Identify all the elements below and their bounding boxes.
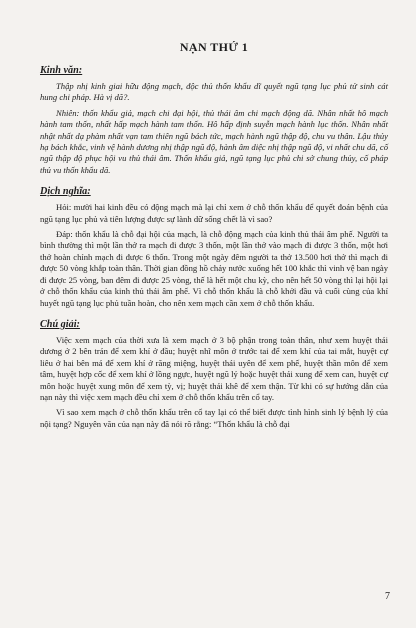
heading-dich-nghia: Dịch nghĩa: [40,186,91,198]
kinh-van-paragraph-1: Thập nhị kinh giai hữu động mạch, độc thủ thốn khẩu dĩ quyết ngũ tạng lục phủ tử sinh cát hung chi pháp. Hà vị dã?. [40,81,388,103]
heading-chu-giai: Chú giải: [40,318,80,330]
heading-kinh-van: Kinh văn: [40,65,83,76]
kinh-van-paragraph-2: Nhiên: thốn khẩu giả, mạch chi đại hội, thủ thái âm chi mạch động dã. Nhân nhất hô mạch hành tam thốn, nhất hấp mạch hành tam thốn. Hô hấp định suyễn mạch hành lục thốn. Nhân nhất nhật nhất dạ phàm nhất vạn tam thiên ngũ bách tức, mạch hành ngũ thập độ, chu vu thân. Lậu thủy hạ bách khắc, vinh vệ hành dương nhị thập ngũ độ, hành âm diệc nhị thập ngũ độ, vi nhất chu dã, cố ngũ thập độ phục hội vu thủ thái âm. Thốn khẩu giả, ngũ tạng lục phủ chi sở chung thủy, cố pháp thủ vu thốn khẩu dã. [40,107,388,175]
page-number: 7 [385,591,390,602]
chu-giai-paragraph-1: Việc xem mạch của thời xưa là xem mạch ở 3 bộ phận trong toàn thân, như xem huyệt thái dương ở 2 bên trán để xem khí ở đầu; huyệt nhĩ môn ở trước tai để xem khí của tai mắt, huyệt cự liêu ở hai bên má để xem khí ở răng miệng, huyệt thái uyên để xem phế, huyệt thần môn để xem tâm, huyệt hợp cốc để xem khí ở lồng ngực, huyệt ngũ lý hoặc huyệt thái xung để xem can, huyệt cự môn hoặc huyệt xung môn để xem tỳ, vị; huyệt thái khê để xem thận. Từ khi có sự hướng dẫn của nạn này thì việc xem mạch đều chỉ xem ở chỗ thốn khẩu trên cổ tay. [40,334,388,402]
dich-nghia-paragraph-1: Hỏi: mười hai kinh đều có động mạch mà lại chỉ xem ở chỗ thốn khẩu để quyết đoán bệnh của ngũ tạng lục phủ và tiên lượng được sự lành dữ sống chết là vì sao? [40,202,388,224]
chu-giai-paragraph-2: Vì sao xem mạch ở chỗ thốn khẩu trên cổ tay lại có thể biết được tình hình sinh lý bệnh lý của nội tạng? Nguyên văn của nạn này đã nói rõ rằng: “Thốn khẩu là chỗ đại [40,407,388,429]
dich-nghia-paragraph-2: Đáp: thốn khẩu là chỗ đại hội của mạch, là chỗ động mạch của kinh thủ thái âm phế. Người ta bình thường thì một lần thở ra mạch đi được 3 thốn, một lần thở vào mạch đi được 3 thốn, một hơi thở hoàn chỉnh mạch đi được 6 thốn. Trong một ngày đêm người ta thở 13.500 hơi thở thì mạch đi được 50 vòng khắp toàn thân. Thời gian đồng hồ chảy nước xuống hết 100 khắc thì vinh vệ ban ngày đi được 25 vòng, ban đêm đi được 25 vòng, thế là hết một chu kỳ, cho nên hết 50 vòng thì lại hội lại ở chỗ thốn khẩu của kinh thủ thái âm phế. Vì chỗ thốn khẩu là chỗ khởi đầu và cuối cùng của khí huyết ngũ tạng lục phủ tuần hoàn, cho nên xem mạch cần xem ở chỗ thốn khẩu. [40,229,388,308]
page-title: NẠN THỨ 1 [179,40,249,54]
